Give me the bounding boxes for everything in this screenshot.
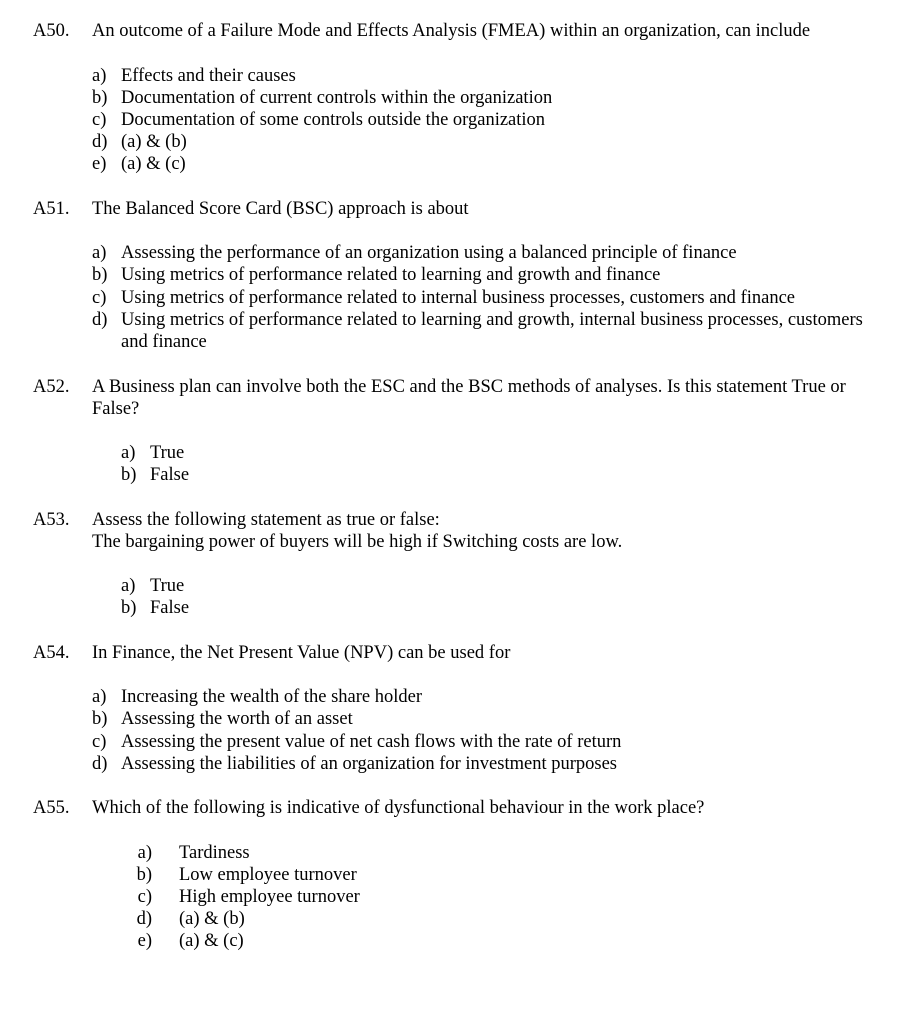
question-number: A52. — [33, 377, 70, 397]
option-letter: a) — [92, 687, 107, 707]
option-letter: a) — [121, 443, 136, 463]
option-text: Increasing the wealth of the share holder — [121, 687, 423, 707]
option-letter: b) — [121, 465, 137, 485]
option-text: True — [150, 443, 185, 463]
option-text: Documentation of current controls within the organization — [121, 88, 553, 108]
option-text: True — [150, 576, 185, 596]
question-text: A Business plan can involve both the ESC and the BSC methods of analyses. Is this statement True or — [92, 377, 846, 397]
option-letter: e) — [92, 154, 107, 174]
option-letter: d) — [136, 909, 152, 929]
question-text: An outcome of a Failure Mode and Effects Analysis (FMEA) within an organization, can include — [92, 21, 811, 41]
option-letter: b) — [92, 265, 108, 285]
option-text: Assessing the worth of an asset — [121, 709, 353, 729]
option-letter: a) — [92, 243, 107, 263]
option-text: False — [150, 465, 190, 485]
option-text: (a) & (b) — [179, 909, 245, 929]
option-text: Tardiness — [179, 843, 250, 863]
option-letter: c) — [92, 288, 107, 308]
question-text: Assess the following statement as true or false: — [92, 510, 440, 530]
option-letter: b) — [92, 88, 108, 108]
question-text: The Balanced Score Card (BSC) approach is about — [92, 199, 469, 219]
option-text: Documentation of some controls outside the organization — [121, 110, 546, 130]
question-number: A51. — [33, 199, 70, 219]
option-letter: c) — [137, 887, 152, 907]
option-text: False — [150, 598, 190, 618]
option-text: Assessing the present value of net cash flows with the rate of return — [121, 732, 622, 752]
question-text: In Finance, the Net Present Value (NPV) can be used for — [92, 643, 511, 663]
option-letter: d) — [92, 310, 108, 330]
option-letter: b) — [92, 709, 108, 729]
option-text: Using metrics of performance related to learning and growth, internal business processes, customers — [121, 310, 863, 330]
option-text: (a) & (c) — [121, 154, 186, 174]
option-text: (a) & (b) — [121, 132, 187, 152]
question-number: A50. — [33, 21, 70, 41]
question-number: A54. — [33, 643, 70, 663]
option-letter: a) — [137, 843, 152, 863]
question-text: Which of the following is indicative of dysfunctional behaviour in the work place? — [92, 798, 705, 818]
option-letter: c) — [92, 110, 107, 130]
option-text: Assessing the liabilities of an organization for investment purposes — [121, 754, 617, 774]
question-number: A55. — [33, 798, 70, 818]
question-text-continuation: The bargaining power of buyers will be high if Switching costs are low. — [92, 532, 623, 552]
option-text: Using metrics of performance related to internal business processes, customers and finance — [121, 288, 795, 308]
option-letter: b) — [136, 865, 152, 885]
option-text: Effects and their causes — [121, 66, 296, 86]
option-letter: a) — [121, 576, 136, 596]
option-letter: d) — [92, 754, 108, 774]
question-text-continuation: False? — [92, 399, 140, 419]
option-text-continuation: and finance — [121, 332, 207, 352]
question-number: A53. — [33, 510, 70, 530]
option-letter: e) — [137, 931, 152, 951]
option-text: Assessing the performance of an organization using a balanced principle of finance — [121, 243, 737, 263]
option-text: High employee turnover — [179, 887, 360, 907]
option-letter: b) — [121, 598, 137, 618]
option-text: Using metrics of performance related to learning and growth and finance — [121, 265, 661, 285]
option-letter: a) — [92, 66, 107, 86]
option-text: Low employee turnover — [179, 865, 357, 885]
option-letter: d) — [92, 132, 108, 152]
option-letter: c) — [92, 732, 107, 752]
option-text: (a) & (c) — [179, 931, 244, 951]
